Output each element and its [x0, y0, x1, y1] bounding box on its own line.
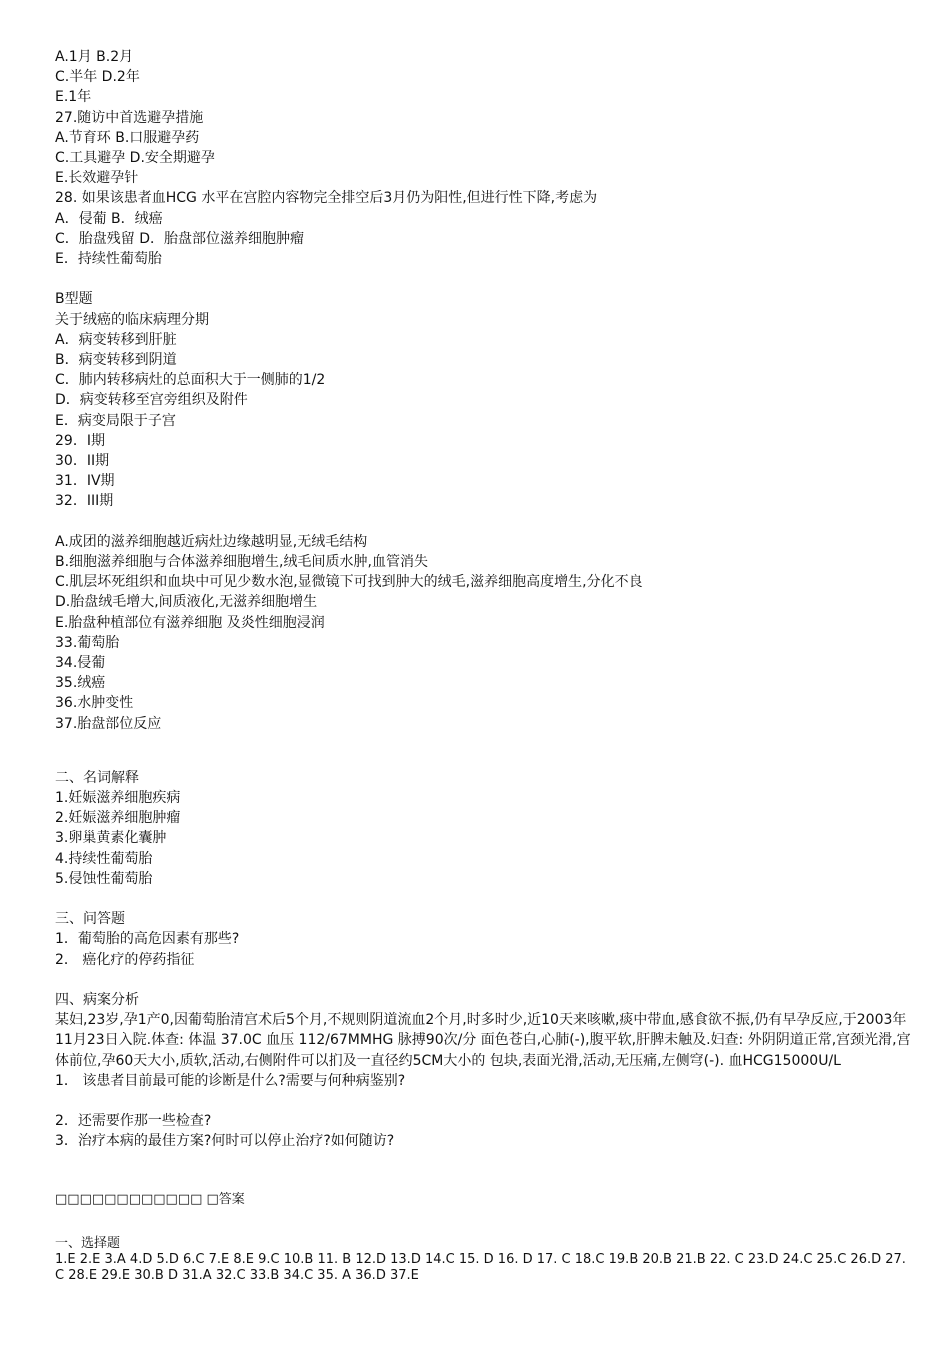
spacer — [55, 1091, 911, 1111]
section-heading: 四、病案分析 — [55, 992, 139, 1009]
question-line: 2． 癌化疗的停药指征 — [55, 951, 195, 968]
section-heading: 三、问答题 — [55, 911, 125, 928]
option-line: A．病变转移到肝脏 — [55, 331, 177, 348]
section-pathology — [55, 532, 911, 734]
option-line: A.成团的滋养细胞越近病灶边缘越明显,无绒毛结构 — [55, 533, 368, 550]
spacer — [55, 1152, 911, 1186]
question-line: 关于绒癌的临床病理分期 — [55, 311, 209, 328]
term-line: 2.妊娠滋养细胞肿瘤 — [55, 810, 181, 827]
option-line: D.胎盘绒毛增大,间质液化,无滋养细胞增生 — [55, 594, 318, 611]
section-answers — [55, 1236, 911, 1284]
section-case — [55, 990, 911, 1152]
spacer — [55, 269, 911, 289]
term-line: 4.持续性葡萄胎 — [55, 850, 153, 867]
section-heading: 二、名词解释 — [55, 769, 139, 786]
section-heading: B型题 — [55, 291, 93, 308]
term-line: 1.妊娠滋养细胞疾病 — [55, 790, 181, 807]
spacer — [55, 970, 911, 990]
section-heading: 一、选择题 — [55, 1235, 121, 1251]
question-line: 3．治疗本病的最佳方案?何时可以停止治疗?如何随访? — [55, 1133, 395, 1150]
option-line: C.工具避孕 D.安全期避孕 — [55, 150, 215, 167]
spacer — [55, 512, 911, 532]
question-line: 31．IV期 — [55, 473, 115, 490]
question-line: 34.侵葡 — [55, 655, 106, 672]
section-qa — [55, 909, 911, 970]
case-paragraph: 某妇,23岁,孕1产0,因葡萄胎清宫术后5个月,不规则阴道流血2个月,时多时少,近10天来咳嗽,痰中带血,感食欲不振,仍有早孕反应,于2003年11月23日入院.体查: 体温 37.0C 血压 112/67MMHG 脉搏90次/分 面色苍白,心肺(-),腹平软,肝脾未触及.妇查: 外阴阴道正常,宫颈光滑,宫体前位,孕60天大小,质软,活动,右侧附件可以扪及一直径约5CM大小的 包块,表面光滑,活动,无压痛,左侧穹(-). 血HCG15000U/L — [55, 1012, 911, 1069]
question-line: 33.葡萄胎 — [55, 634, 120, 651]
option-line: E．病变局限于子宫 — [55, 412, 176, 429]
answer-key: 1.E 2.E 3.A 4.D 5.D 6.C 7.E 8.E 9.C 10.B 11. B 12.D 13.D 14.C 15. D 16. D 17. C 18.C 19.B 20.B 21.B 22. C 23.D 24.C 25.C 26.D 27.C 28.E 29.E 30.B D 31.A 32.C 33.B 34.C 35. A 36.D 37.E — [55, 1251, 906, 1283]
option-line: E.胎盘种植部位有滋养细胞 及炎性细胞浸润 — [55, 614, 325, 631]
spacer — [55, 734, 911, 768]
question-line: 37.胎盘部位反应 — [55, 715, 162, 732]
option-line: E.长效避孕针 — [55, 170, 139, 187]
option-line: C．胎盘残留 D．胎盘部位滋养细胞肿瘤 — [55, 230, 305, 247]
option-line: C．肺内转移病灶的总面积大于一侧肺的1/2 — [55, 372, 326, 389]
section-terms — [55, 768, 911, 889]
option-line: B.细胞滋养细胞与合体滋养细胞增生,绒毛间质水肿,血管消失 — [55, 554, 428, 571]
section-b-type — [55, 289, 911, 511]
question-line: 36.水肿变性 — [55, 695, 134, 712]
question-line: 29．I期 — [55, 432, 105, 449]
answer-header: □□□□□□□□□□□□ □答案 — [55, 1191, 245, 1207]
spacer — [55, 889, 911, 909]
section-top — [55, 47, 911, 269]
term-line: 3.卵巢黄素化囊肿 — [55, 830, 167, 847]
question-line: 30．II期 — [55, 453, 110, 470]
question-line: 1． 该患者目前最可能的诊断是什么?需要与何种病鉴别? — [55, 1072, 406, 1089]
question-line: 2．还需要作那一些检查? — [55, 1113, 212, 1130]
question-line: 27.随访中首选避孕措施 — [55, 109, 204, 126]
question-line: 35.绒癌 — [55, 675, 106, 692]
term-line: 5.侵蚀性葡萄胎 — [55, 870, 153, 887]
option-line: E．持续性葡萄胎 — [55, 251, 162, 268]
option-line: C.肌层坏死组织和血块中可见少数水泡,显微镜下可找到肿大的绒毛,滋养细胞高度增生,分化不良 — [55, 574, 643, 591]
option-line: A.节育环 B.口服避孕药 — [55, 129, 200, 146]
option-line: B．病变转移到阴道 — [55, 352, 177, 369]
option-line: E.1年 — [55, 89, 92, 106]
option-line: A.1月 B.2月 — [55, 49, 134, 65]
option-line: C.半年 D.2年 — [55, 69, 140, 86]
option-line: D．病变转移至宫旁组织及附件 — [55, 392, 248, 409]
spacer — [55, 1208, 911, 1234]
question-line: 1．葡萄胎的高危因素有那些? — [55, 931, 240, 948]
question-line: 28. 如果该患者血HCG 水平在宫腔内容物完全排空后3月仍为阳性,但进行性下降,考虑为 — [55, 190, 598, 207]
option-line: A．侵葡 B．绒癌 — [55, 210, 163, 227]
question-line: 32．III期 — [55, 493, 114, 510]
